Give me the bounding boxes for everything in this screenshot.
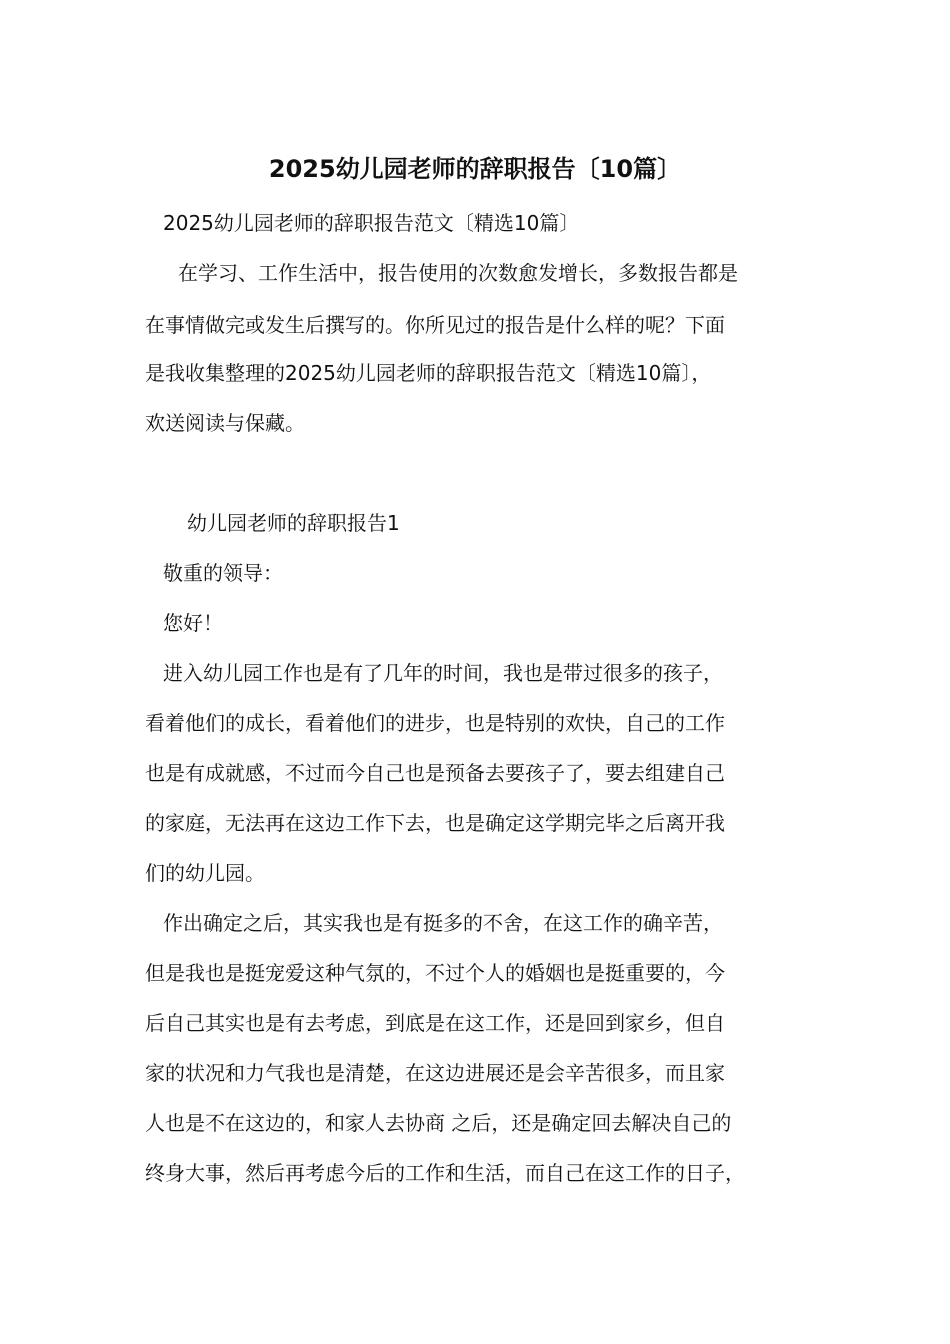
intro-line: 欢送阅读与保藏。 bbox=[145, 411, 305, 435]
document-title: 2025幼儿园老师的辞职报告〔10篇〕 bbox=[268, 155, 682, 183]
paragraph-line: 看着他们的成长，看着他们的进步，也是特别的欢快，自己的工作 bbox=[145, 711, 725, 735]
paragraph-line: 家的状况和力气我也是清楚，在这边进展还是会辛苦很多，而且家 bbox=[145, 1061, 725, 1085]
paragraph-line: 人也是不在这边的，和家人去协商 之后，还是确定回去解决自己的 bbox=[145, 1111, 732, 1135]
paragraph-line: 作出确定之后，其实我也是有挺多的不舍，在这工作的确辛苦， bbox=[163, 911, 723, 935]
paragraph-line: 的家庭，无法再在这边工作下去，也是确定这学期完毕之后离开我 bbox=[145, 811, 725, 835]
intro-line: 在学习、工作生活中，报告使用的次数愈发增长，多数报告都是 bbox=[178, 261, 738, 285]
paragraph-line: 后自己其实也是有去考虑，到底是在这工作，还是回到家乡，但自 bbox=[145, 1011, 725, 1035]
salutation: 敬重的领导： bbox=[163, 561, 283, 585]
document-subtitle: 2025幼儿园老师的辞职报告范文〔精选10篇〕 bbox=[163, 211, 580, 235]
paragraph-line: 终身大事，然后再考虑今后的工作和生活，而自己在这工作的日子， bbox=[145, 1161, 745, 1185]
intro-line: 在事情做完或发生后撰写的。你所见过的报告是什么样的呢？下面 bbox=[145, 313, 725, 337]
paragraph-line: 也是有成就感，不过而今自己也是预备去要孩子了，要去组建自己 bbox=[145, 761, 725, 785]
paragraph-line: 但是我也是挺宠爱这种气氛的，不过个人的婚姻也是挺重要的，今 bbox=[145, 961, 725, 985]
paragraph-line: 进入幼儿园工作也是有了几年的时间，我也是带过很多的孩子， bbox=[163, 661, 723, 685]
intro-line: 是我收集整理的2025幼儿园老师的辞职报告范文〔精选10篇〕， bbox=[145, 361, 712, 385]
paragraph-line: 们的幼儿园。 bbox=[145, 861, 265, 885]
section-heading: 幼儿园老师的辞职报告1 bbox=[187, 511, 400, 535]
greeting: 您好！ bbox=[163, 611, 223, 635]
